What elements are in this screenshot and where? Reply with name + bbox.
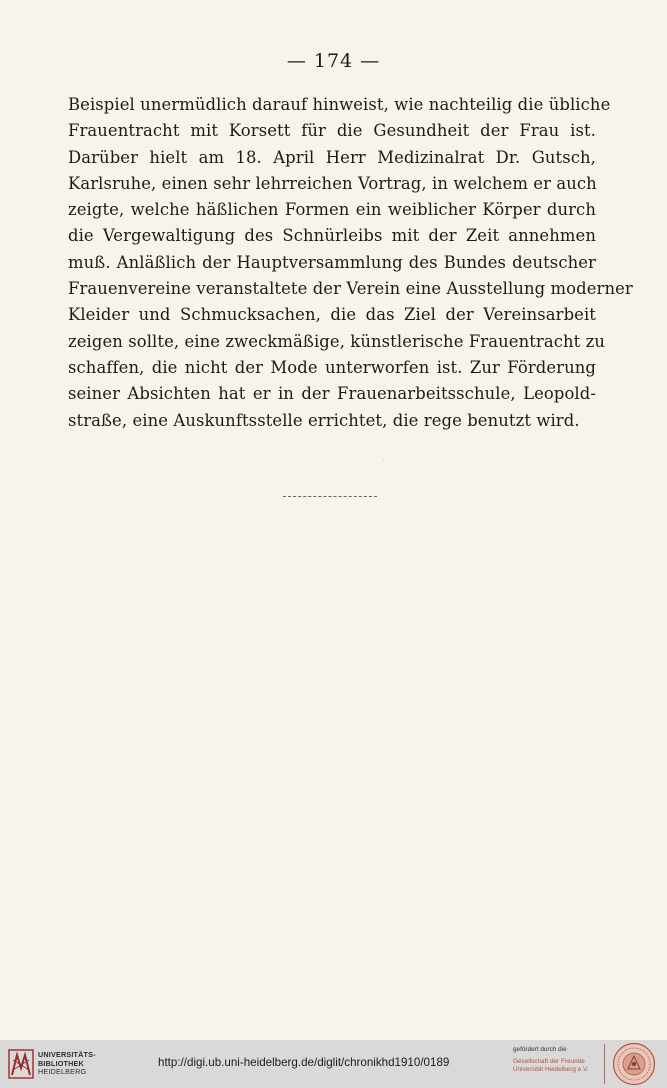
library-name-line: HEIDELBERG bbox=[38, 1067, 87, 1077]
text-line: muß. Anläßlich der Hauptversammlung des Bundes deutscher bbox=[68, 252, 596, 272]
text-line: zeigte, welche häßlichen Formen ein weiblicher Körper durch bbox=[68, 200, 596, 220]
funded-by-label: gefördert durch die bbox=[513, 1046, 567, 1053]
scan-speck bbox=[383, 459, 384, 460]
section-separator bbox=[283, 496, 377, 497]
text-line: Kleider und Schmucksachen, die das Ziel der Vereinsarbeit bbox=[68, 305, 596, 325]
text-line: die Vergewaltigung des Schnürleibs mit der Zeit annehmen bbox=[68, 226, 596, 246]
text-line: straße, eine Auskunftsstelle errichtet, die rege benutzt wird. bbox=[68, 410, 580, 430]
text-line: zeigen sollte, eine zweckmäßige, künstlerische Frauentracht zu bbox=[68, 331, 606, 351]
footer-divider bbox=[604, 1044, 605, 1084]
university-seal-icon bbox=[612, 1042, 656, 1086]
society-name-line: Gesellschaft der Freunde bbox=[513, 1058, 585, 1065]
text-line: Frauenvereine veranstaltete der Verein eine Ausstellung moderner bbox=[68, 279, 633, 299]
text-line: Frauentracht mit Korsett für die Gesundheit der Frau ist. bbox=[68, 121, 596, 141]
library-name-line: UNIVERSITÄTS- bbox=[38, 1050, 96, 1059]
page-number: — 174 — bbox=[286, 50, 381, 72]
library-name bbox=[38, 1051, 96, 1077]
society-name bbox=[513, 1058, 588, 1075]
text-line: Beispiel unermüdlich darauf hinweist, wie nachteilig die übliche bbox=[68, 95, 611, 114]
society-name-line: Universität Heidelberg e.V. bbox=[513, 1066, 589, 1074]
body-text bbox=[68, 92, 633, 434]
permalink-url[interactable]: http://digi.ub.uni-heidelberg.de/diglit/chronikhd1910/0189 bbox=[158, 1056, 450, 1069]
library-logo-icon bbox=[8, 1048, 34, 1080]
footer-bar bbox=[0, 1040, 667, 1088]
text-line: schaffen, die nicht der Mode unterworfen ist. Zur Förderung bbox=[68, 357, 596, 377]
text-line: seiner Absichten hat er in der Frauenarbeitsschule, Leopold- bbox=[68, 384, 596, 404]
text-line: Karlsruhe, einen sehr lehrreichen Vortrag, in welchem er auch bbox=[68, 173, 597, 193]
text-line: Darüber hielt am 18. April Herr Medizinalrat Dr. Gutsch, bbox=[68, 147, 596, 167]
library-name-line: BIBLIOTHEK bbox=[38, 1058, 84, 1068]
